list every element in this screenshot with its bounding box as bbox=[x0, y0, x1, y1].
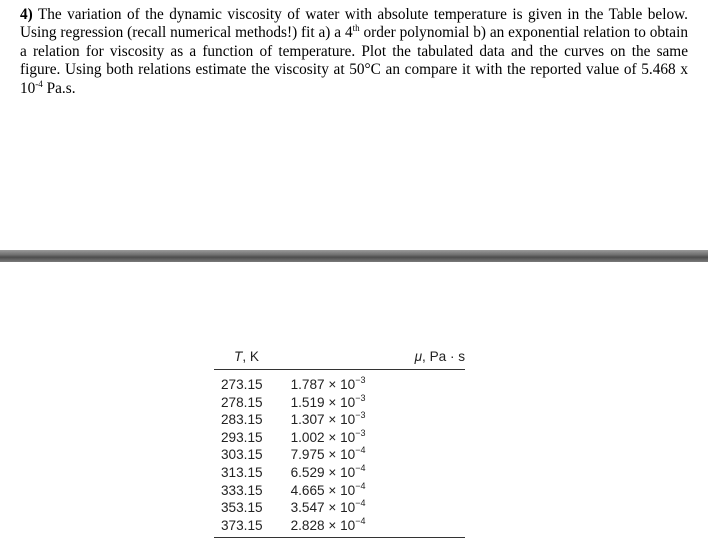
viscosity-mantissa: 1.787 × 10 bbox=[290, 377, 356, 392]
problem-statement bbox=[20, 6, 688, 98]
temperature-cell: 333.15 bbox=[221, 482, 263, 498]
table-row bbox=[214, 499, 465, 517]
table-row bbox=[214, 517, 465, 538]
table-body bbox=[214, 370, 465, 538]
viscosity-cell bbox=[263, 499, 466, 517]
viscosity-mantissa: 2.828 × 10 bbox=[290, 517, 356, 533]
temperature-cell: 293.15 bbox=[221, 429, 263, 445]
exponent-superscript: -4 bbox=[35, 78, 43, 89]
viscosity-cell bbox=[263, 517, 466, 538]
temperature-cell: 283.15 bbox=[221, 412, 263, 428]
viscosity-exponent: −4 bbox=[355, 515, 366, 526]
temperature-cell: 313.15 bbox=[221, 464, 263, 480]
temperature-cell: 353.15 bbox=[221, 500, 263, 516]
viscosity-cell bbox=[263, 429, 466, 447]
header-temperature: T, K bbox=[214, 345, 263, 370]
problem-text-part1: The variation of the dynamic viscosity of water with absolute temperature is given in the Table below. Using regression (recall numerical methods!) fit a) a 4 bbox=[20, 6, 688, 42]
ordinal-superscript: th bbox=[352, 23, 360, 34]
viscosity-exponent: −4 bbox=[355, 445, 366, 456]
viscosity-exponent: −3 bbox=[355, 392, 366, 403]
page-divider-bar bbox=[0, 250, 708, 262]
viscosity-mantissa: 7.975 × 10 bbox=[290, 447, 356, 463]
table-row bbox=[214, 446, 465, 464]
temperature-cell: 303.15 bbox=[221, 447, 263, 463]
header-viscosity: μ, Pa · s bbox=[263, 345, 466, 370]
table-header-row bbox=[214, 345, 465, 370]
viscosity-cell bbox=[263, 482, 466, 500]
viscosity-cell bbox=[263, 394, 466, 412]
temperature-cell: 278.15 bbox=[221, 394, 263, 410]
viscosity-mantissa: 4.665 × 10 bbox=[290, 482, 356, 498]
viscosity-cell bbox=[263, 411, 466, 429]
viscosity-cell bbox=[263, 464, 466, 482]
viscosity-exponent: −4 bbox=[355, 480, 366, 491]
temperature-cell: 273.15 bbox=[221, 377, 263, 392]
table-row bbox=[214, 429, 465, 447]
table-row bbox=[214, 394, 465, 412]
table-row bbox=[214, 370, 465, 394]
problem-text-part3: Pa.s. bbox=[42, 79, 76, 97]
temperature-cell: 373.15 bbox=[214, 517, 263, 538]
viscosity-mantissa: 1.519 × 10 bbox=[290, 394, 356, 410]
viscosity-mantissa: 3.547 × 10 bbox=[290, 500, 356, 516]
viscosity-cell bbox=[263, 370, 466, 394]
viscosity-mantissa: 1.002 × 10 bbox=[290, 429, 356, 445]
problem-number: 4) bbox=[20, 6, 33, 23]
viscosity-exponent: −4 bbox=[355, 498, 366, 509]
table-row bbox=[214, 464, 465, 482]
table-row bbox=[214, 482, 465, 500]
viscosity-exponent: −4 bbox=[355, 462, 366, 473]
viscosity-mantissa: 6.529 × 10 bbox=[290, 464, 356, 480]
table-row bbox=[214, 411, 465, 429]
viscosity-table bbox=[214, 345, 465, 538]
viscosity-mantissa: 1.307 × 10 bbox=[290, 412, 356, 428]
viscosity-exponent: −3 bbox=[355, 427, 366, 438]
viscosity-exponent: −3 bbox=[355, 375, 366, 385]
problem-text-part2: order polynomial b) an exponential relation to obtain a relation for viscosity as a function of temperature. Plot the tabulated data and the curves on the same figure. Using both relations estimate the viscosity at 50°C an compare it with the reported value of 5.468 x 10 bbox=[20, 24, 688, 97]
viscosity-cell bbox=[263, 446, 466, 464]
viscosity-exponent: −3 bbox=[355, 410, 366, 421]
